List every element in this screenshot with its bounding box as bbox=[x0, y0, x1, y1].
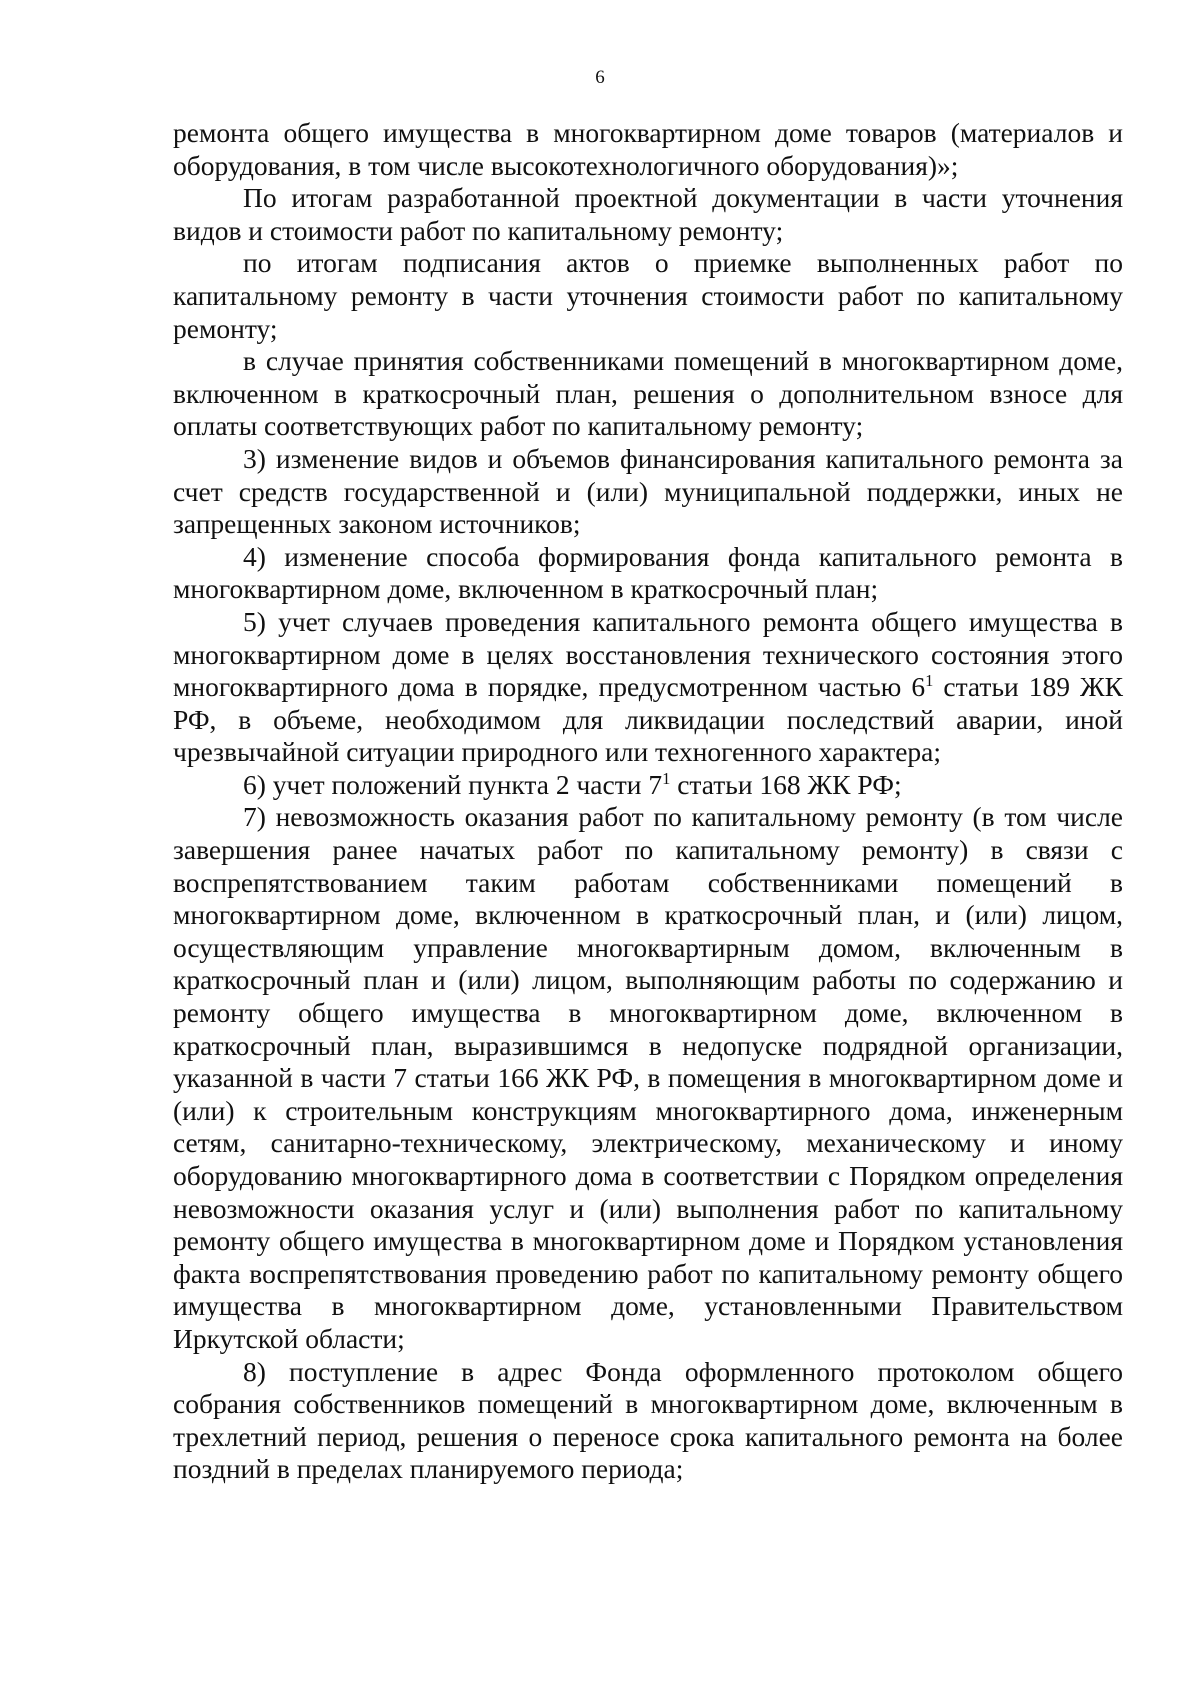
superscript-marker: 1 bbox=[925, 670, 934, 690]
paragraph-project-documentation: По итогам разработанной проектной документации в части уточнения видов и стоимости работ по капитальному ремонту; bbox=[173, 182, 1123, 246]
page-number: 6 bbox=[595, 67, 605, 88]
paragraph-item-3: 3) изменение видов и объемов финансирования капитального ремонта за счет средств государственной и (или) муниципальной поддержки, иных не запрещенных законом источников; bbox=[173, 442, 1123, 540]
paragraph-additional-contribution: в случае принятия собственниками помещений в многоквартирном доме, включенном в краткосрочный план, решения о дополнительном взносе для оплаты соответствующих работ по капитальному ремонту; bbox=[173, 345, 1123, 442]
paragraph-item-5-part-b: статьи 189 ЖК РФ, в объеме, необходимом для ликвидации последствий аварии, иной чрезвычайной ситуации природного или техногенного характера; bbox=[173, 671, 1124, 768]
paragraph-item-8: 8) поступление в адрес Фонда оформленного протоколом общего собрания собственников помещений в многоквартирном доме, включенным в трехлетний период, решения о переносе срока капитального ремонта на более поздний в пределах планируемого периода; bbox=[173, 1355, 1123, 1485]
paragraph-item-5-part-a: 5) учет случаев проведения капитального ремонта общего имущества в многоквартирном доме в целях восстановления технического состояния этого многоквартирного дома в порядке, предусмотренном частью 6 bbox=[173, 605, 1123, 703]
paragraph-item-4: 4) изменение способа формирования фонда капитального ремонта в многоквартирном доме, включенном в краткосрочный план; bbox=[173, 540, 1123, 605]
paragraph-item-6-part-b: статьи 168 ЖК РФ; bbox=[670, 768, 902, 800]
paragraph-item-7: 7) невозможность оказания работ по капитальному ремонту (в том числе завершения ранее начатых работ по капитальному ремонту) в связи с воспрепятствованием таким работам собственниками помещений в многоквартирном доме, включенном в краткосрочный план, и (или) лицом, осуществляющим управление многоквартирным домом, включенным в краткосрочный план и (или) лицом, выполняющим работы по содержанию и ремонту общего имущества в многоквартирном доме, включенном в краткосрочный план, выразившимся в недопуске подрядной организации, указанной в части 7 статьи 166 ЖК РФ, в помещения в многоквартирном доме и (или) к строительным конструкциям многоквартирного дома, инженерным сетям, санитарно-техническому, электрическому, механическому и иному оборудованию многоквартирного дома в соответствии с Порядком определения невозможности оказания услуг и (или) выполнения работ по капитальному ремонту общего имущества в многоквартирном доме и Порядком установления факта воспрепятствования проведению работ по капитальному ремонту общего имущества в многоквартирном доме, установленными Правительством Иркутской области; bbox=[173, 801, 1123, 1354]
document-body bbox=[173, 117, 1123, 1486]
paragraph-acceptance-acts: по итогам подписания актов о приемке выполненных работ по капитальному ремонту в части уточнения стоимости работ по капитальному ремонту; bbox=[173, 247, 1123, 344]
superscript-marker: 1 bbox=[662, 768, 671, 788]
paragraph-item-6 bbox=[173, 769, 1123, 802]
paragraph-continuation: ремонта общего имущества в многоквартирном доме товаров (материалов и оборудования, в том числе высокотехнологичного оборудования)»; bbox=[173, 117, 1123, 181]
paragraph-item-6-part-a: 6) учет положений пункта 2 части 7 bbox=[243, 768, 663, 800]
paragraph-item-5 bbox=[173, 606, 1123, 769]
